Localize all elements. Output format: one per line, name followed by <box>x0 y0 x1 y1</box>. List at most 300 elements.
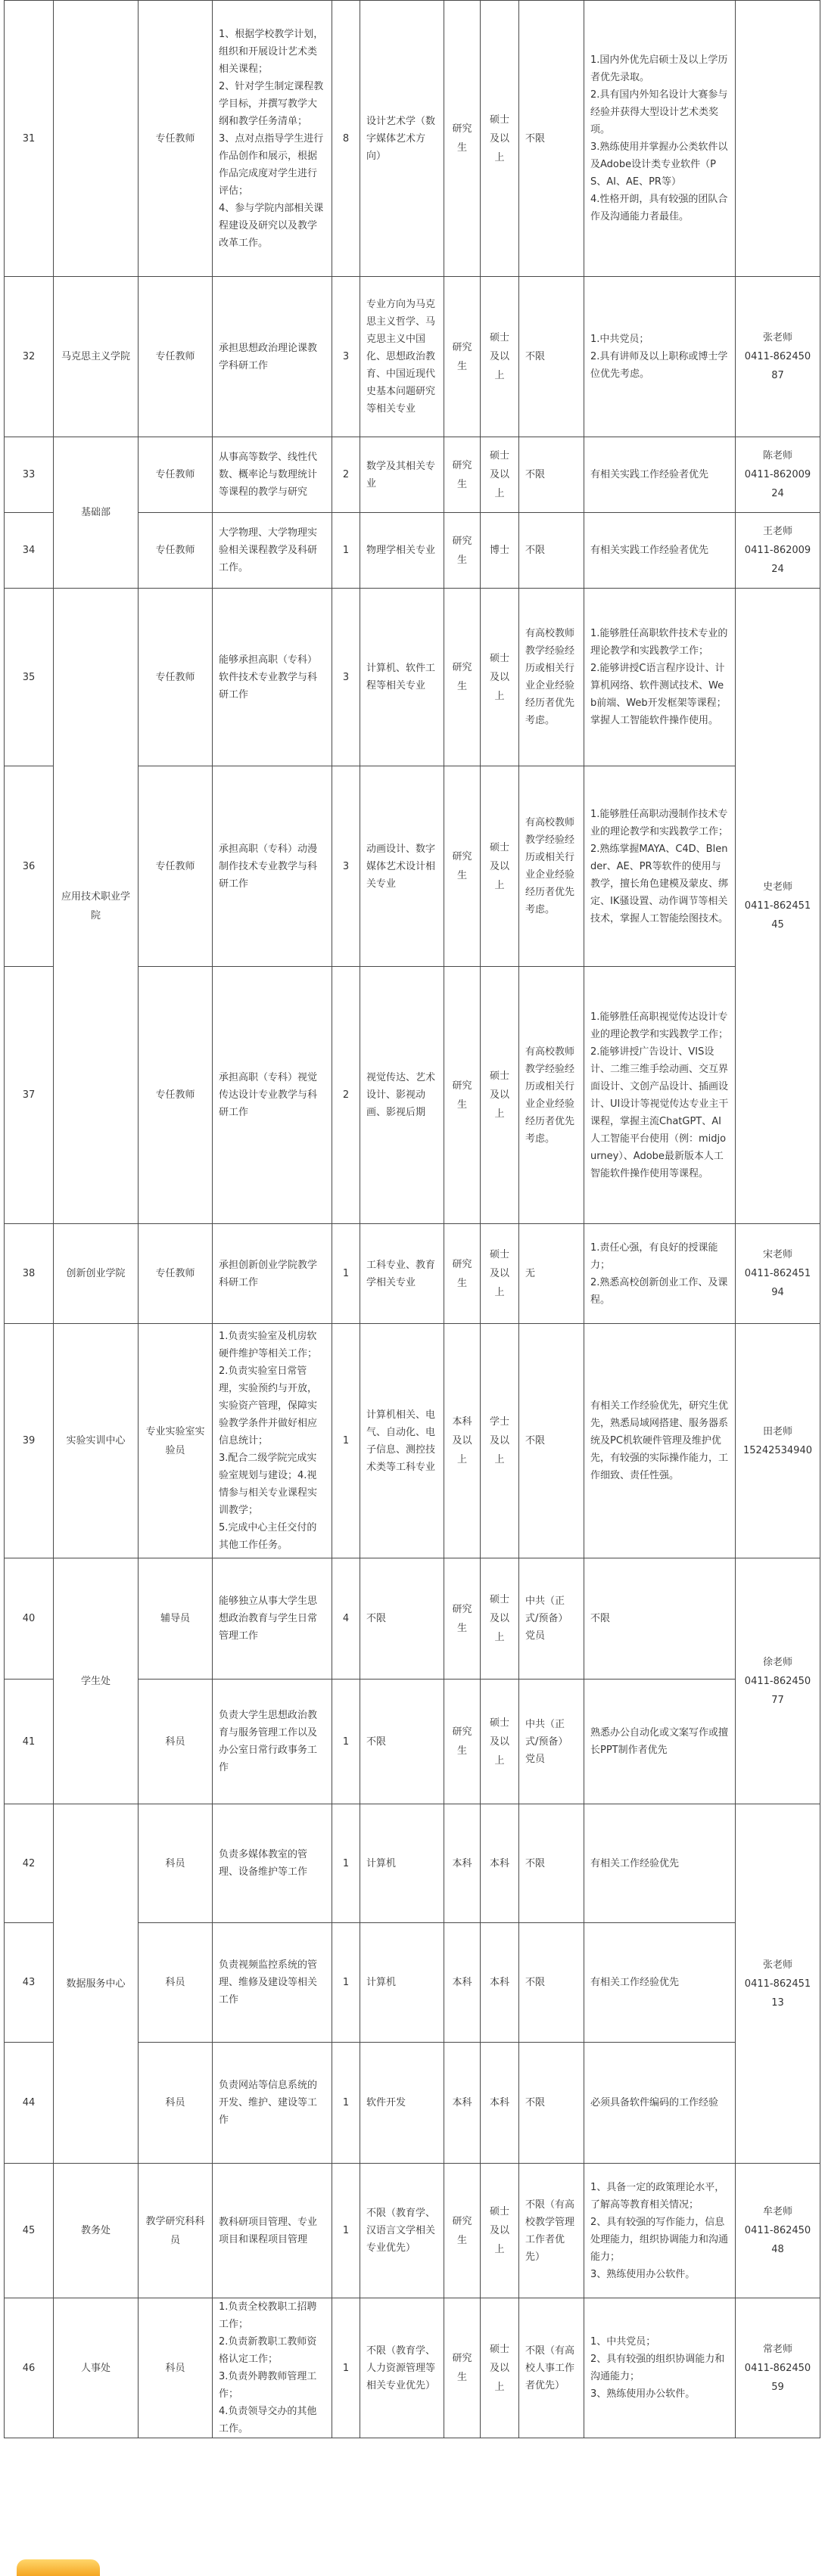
politics-cell <box>519 1224 584 1324</box>
serial-number-cell <box>5 1558 54 1680</box>
post-cell <box>139 589 213 766</box>
education-text: 研究生 <box>452 535 472 566</box>
count-cell <box>332 967 360 1224</box>
major-text: 软件开发 <box>366 2097 406 2108</box>
count-cell <box>332 437 360 513</box>
contact-line: 0411-86245145 <box>744 900 811 931</box>
major-cell <box>360 1324 444 1558</box>
degree-cell <box>481 1923 519 2043</box>
politics-text: 无 <box>525 1268 536 1279</box>
post-name: 科员 <box>165 1857 185 1869</box>
hire-count: 2 <box>342 1089 350 1101</box>
serial-number-cell <box>5 513 54 589</box>
duty-cell <box>213 1324 332 1558</box>
duty-line: 1.负责全校教职工招聘工作； <box>219 2301 317 2330</box>
contact-cell <box>736 513 820 589</box>
contact-line: 常老师 <box>762 2343 792 2355</box>
count-cell <box>332 2043 360 2164</box>
count-cell <box>332 1558 360 1680</box>
major-text: 专业方向为马克思主义哲学、马克思主义中国化、思想政治教育、中国近现代史基本问题研究等相关专业 <box>366 299 436 415</box>
other-requirements-cell <box>584 2043 736 2164</box>
politics-cell <box>519 1558 584 1680</box>
politics-text: 有高校教师教学经验经历或相关行业企业经验经历者优先考虑。 <box>525 817 575 915</box>
education-cell <box>444 1224 481 1324</box>
other-requirements-cell <box>584 277 736 437</box>
politics-cell <box>519 589 584 766</box>
hire-count: 3 <box>342 860 350 872</box>
education-text: 本科 <box>452 1977 472 1988</box>
hire-count: 1 <box>342 2225 350 2236</box>
other-requirements-cell <box>584 513 736 589</box>
degree-text: 本科 <box>489 2097 509 2108</box>
post-name: 科员 <box>165 2362 185 2374</box>
table-row <box>5 1804 820 1923</box>
requirement-line: 2.具有讲师及以上职称或博士学位优先考虑。 <box>590 351 728 380</box>
table-row <box>5 2164 820 2298</box>
duty-line: 大学物理、大学物理实验相关课程教学及科研工作。 <box>219 527 318 573</box>
contact-line: 0411-86245048 <box>744 2225 811 2255</box>
department-cell <box>54 437 139 589</box>
degree-cell <box>481 277 519 437</box>
degree-cell <box>481 2298 519 2438</box>
other-requirements-cell <box>584 589 736 766</box>
requirement-line: 1.能够胜任高职视觉传达设计专业的理论教学和实践教学工作； <box>590 1011 729 1040</box>
other-requirements-cell <box>584 1923 736 2043</box>
post-name: 专任教师 <box>155 860 195 872</box>
post-name: 专任教师 <box>155 351 195 362</box>
major-cell <box>360 513 444 589</box>
education-text: 研究生 <box>452 2215 472 2246</box>
requirement-line: 1、中共党员； <box>590 2336 656 2348</box>
politics-text: 不限 <box>525 1435 546 1446</box>
duty-line: 1.负责实验室及机房软硬件维护等相关工作； <box>219 1331 318 1359</box>
education-text: 本科 <box>452 1857 472 1869</box>
department-name: 数据服务中心 <box>66 1978 126 1990</box>
politics-cell <box>519 1324 584 1558</box>
department-name: 基础部 <box>80 507 111 518</box>
contact-cell <box>736 1 820 277</box>
degree-text: 硕士及以上 <box>489 2206 509 2255</box>
contact-cell <box>736 277 820 437</box>
education-cell <box>444 1804 481 1923</box>
post-name: 教学研究科科员 <box>145 2215 205 2246</box>
politics-text: 有高校教师教学经验经历或相关行业企业经验经历者优先考虑。 <box>525 628 575 726</box>
serial-number-cell <box>5 766 54 967</box>
department-cell <box>54 1558 139 1804</box>
hire-count: 4 <box>342 1613 350 1624</box>
count-cell <box>332 513 360 589</box>
degree-cell <box>481 437 519 513</box>
major-text: 计算机 <box>366 1857 397 1869</box>
requirement-line: 3、熟练使用办公软件。 <box>590 2268 696 2280</box>
requirement-line: 有相关工作经验优先 <box>590 1977 680 1988</box>
requirement-line: 1.国内外优先启硕士及以上学历者优先录取。 <box>590 54 728 83</box>
requirement-line: 2、具有较强的组织协调能力和沟通能力； <box>590 2354 725 2382</box>
contact-cell <box>736 2298 820 2438</box>
serial-number: 39 <box>22 1435 36 1446</box>
requirement-line: 有相关工作经验优先 <box>590 1857 680 1869</box>
politics-cell <box>519 766 584 967</box>
contact-line: 0411-86245194 <box>744 1268 811 1298</box>
education-text: 研究生 <box>452 1726 472 1757</box>
politics-cell <box>519 1680 584 1804</box>
department-name: 教务处 <box>80 2225 111 2236</box>
serial-number: 33 <box>22 469 36 480</box>
post-cell <box>139 513 213 589</box>
serial-number-cell <box>5 1804 54 1923</box>
education-text: 研究生 <box>452 2353 472 2383</box>
count-cell <box>332 1324 360 1558</box>
duty-line: 能够承担高职（专科）软件技术专业教学与科研工作 <box>219 654 318 701</box>
other-requirements-cell <box>584 1804 736 1923</box>
post-cell <box>139 1804 213 1923</box>
duty-cell <box>213 766 332 967</box>
table-row <box>5 1558 820 1680</box>
serial-number: 34 <box>22 545 36 556</box>
contact-line: 0411-86200924 <box>744 545 811 575</box>
post-cell <box>139 1923 213 2043</box>
table-row <box>5 589 820 766</box>
education-text: 研究生 <box>452 123 472 154</box>
requirement-line: 1.能够胜任高职动漫制作技术专业的理论教学和实践教学工作； <box>590 808 729 837</box>
contact-cell <box>736 1558 820 1804</box>
serial-number-cell <box>5 967 54 1224</box>
contact-line: 史老师 <box>762 881 792 893</box>
major-cell <box>360 766 444 967</box>
serial-number-cell <box>5 589 54 766</box>
department-name: 学生处 <box>80 1675 111 1687</box>
serial-number: 44 <box>22 2097 36 2108</box>
major-text: 视觉传达、艺术设计、影视动画、影视后期 <box>366 1072 436 1118</box>
department-cell <box>54 277 139 437</box>
duty-line: 教科研项目管理、专业项目和课程项目管理 <box>219 2216 318 2245</box>
degree-text: 硕士及以上 <box>489 2343 509 2393</box>
department-cell <box>54 1 139 277</box>
major-cell <box>360 589 444 766</box>
requirement-line: 熟悉办公自动化或文案写作或擅长PPT制作者优先 <box>590 1727 729 1756</box>
serial-number: 43 <box>22 1977 36 1988</box>
other-requirements-cell <box>584 766 736 967</box>
post-name: 专任教师 <box>155 671 195 683</box>
department-name: 马克思主义学院 <box>61 351 130 362</box>
contact-line: 牟老师 <box>762 2206 792 2217</box>
major-text: 数学及其相关专业 <box>366 460 436 489</box>
serial-number-cell <box>5 1324 54 1558</box>
department-cell <box>54 1804 139 2164</box>
hire-count: 3 <box>342 351 350 362</box>
degree-cell <box>481 1680 519 1804</box>
count-cell <box>332 2298 360 2438</box>
education-cell <box>444 589 481 766</box>
degree-text: 本科 <box>489 1977 509 1988</box>
contact-line: 0411-86245113 <box>744 1978 811 2009</box>
education-cell <box>444 277 481 437</box>
politics-text: 中共（正式/预备）党员 <box>525 1718 568 1765</box>
duty-cell <box>213 967 332 1224</box>
education-cell <box>444 1324 481 1558</box>
politics-text: 不限（有高校教学管理工作者优先） <box>525 2198 575 2263</box>
politics-text: 不限 <box>525 2097 546 2108</box>
education-text: 本科 <box>452 2097 472 2108</box>
major-cell <box>360 2164 444 2298</box>
education-cell <box>444 437 481 513</box>
duty-line: 3、点对点指导学生进行作品创作和展示，根据作品完成度对学生进行评估； <box>219 132 324 197</box>
contact-line: 15242534940 <box>743 1444 812 1456</box>
major-text: 动画设计、数字媒体艺术设计相关专业 <box>366 843 436 890</box>
degree-cell <box>481 766 519 967</box>
hire-count: 1 <box>342 545 350 556</box>
degree-text: 硕士及以上 <box>489 652 509 702</box>
politics-cell <box>519 277 584 437</box>
requirement-line: 1.责任心强，有良好的授课能力； <box>590 1241 718 1271</box>
politics-text: 中共（正式/预备）党员 <box>525 1596 568 1642</box>
major-cell <box>360 1923 444 2043</box>
duty-line: 3.负责外聘教师管理工作； <box>219 2371 317 2400</box>
serial-number: 38 <box>22 1268 36 1279</box>
duty-line: 2.负责实验室日常管理，实验预约与开放，实验资产管理，保障实验教学条件并做好相应信息统计； <box>219 1366 318 1446</box>
count-cell <box>332 589 360 766</box>
other-requirements-cell <box>584 1324 736 1558</box>
duty-line: 从事高等数学、线性代数、概率论与数理统计等课程的教学与研究 <box>219 452 318 498</box>
table-row <box>5 1 820 277</box>
duty-line: 1、根据学校教学计划，组织和开展设计艺术类相关课程； <box>219 28 324 75</box>
post-cell <box>139 437 213 513</box>
serial-number: 41 <box>22 1735 36 1748</box>
count-cell <box>332 1923 360 2043</box>
post-name: 科员 <box>165 1977 185 1988</box>
degree-cell <box>481 2043 519 2164</box>
degree-text: 硕士及以上 <box>489 1594 509 1643</box>
contact-line: 陈老师 <box>762 450 792 461</box>
requirement-line: 2.能够讲授广告设计、VIS设计、二维三维手绘动画、交互界面设计、文创产品设计、插画设计、UI设计等视觉传达专业主干课程，掌握主流ChatGPT、AI人工智能平台使用（例：midjourney）、Adobe最新版本人工智能软件操作使用等课程。 <box>590 1046 729 1179</box>
major-text: 计算机 <box>366 1977 397 1988</box>
education-text: 研究生 <box>452 1603 472 1634</box>
duty-cell <box>213 277 332 437</box>
hire-count: 1 <box>342 2097 350 2108</box>
major-cell <box>360 437 444 513</box>
degree-text: 硕士及以上 <box>489 1070 509 1120</box>
other-requirements-cell <box>584 1224 736 1324</box>
post-name: 专任教师 <box>155 469 195 480</box>
politics-cell <box>519 2164 584 2298</box>
hire-count: 3 <box>342 671 350 683</box>
degree-cell <box>481 2164 519 2298</box>
duty-line: 负责大学生思想政治教育与服务管理工作以及办公室日常行政事务工作 <box>219 1710 318 1773</box>
degree-cell <box>481 1558 519 1680</box>
education-text: 研究生 <box>452 1080 472 1111</box>
serial-number: 36 <box>22 860 36 872</box>
education-text: 研究生 <box>452 341 472 372</box>
post-name: 专业实验室实验员 <box>145 1425 205 1456</box>
requirement-line: 有相关工作经验优先，研究生优先，熟悉局域网搭建、服务器系统及PC机软硬件管理及维护优先，有较强的实际操作能力，工作细致、责任性强。 <box>590 1400 729 1481</box>
post-cell <box>139 1 213 277</box>
count-cell <box>332 277 360 437</box>
duty-cell <box>213 589 332 766</box>
hire-count: 1 <box>342 2362 350 2374</box>
hire-count: 1 <box>342 1977 350 1988</box>
education-cell <box>444 513 481 589</box>
major-cell <box>360 2298 444 2438</box>
post-name: 辅导员 <box>160 1613 190 1624</box>
hire-count: 1 <box>342 1435 350 1446</box>
major-cell <box>360 277 444 437</box>
post-cell <box>139 277 213 437</box>
degree-text: 硕士及以上 <box>489 1249 509 1298</box>
politics-cell <box>519 513 584 589</box>
duty-cell <box>213 2164 332 2298</box>
count-cell <box>332 766 360 967</box>
department-name: 实验实训中心 <box>66 1435 126 1446</box>
duty-cell <box>213 2043 332 2164</box>
serial-number-cell <box>5 437 54 513</box>
count-cell <box>332 1 360 277</box>
count-cell <box>332 1224 360 1324</box>
requirement-line: 3、熟练使用办公软件。 <box>590 2388 696 2400</box>
contact-line: 王老师 <box>762 526 792 537</box>
department-cell <box>54 589 139 1224</box>
requirement-line: 不限 <box>590 1613 611 1624</box>
politics-cell <box>519 1 584 277</box>
post-cell <box>139 1680 213 1804</box>
serial-number: 31 <box>22 132 36 144</box>
contact-line: 宋老师 <box>762 1249 792 1260</box>
education-cell <box>444 1680 481 1804</box>
serial-number-cell <box>5 277 54 437</box>
contact-line: 0411-86245077 <box>744 1675 811 1706</box>
serial-number: 37 <box>22 1089 36 1101</box>
duty-line: 负责视频监控系统的管理、维修及建设等相关工作 <box>219 1959 318 2006</box>
politics-cell <box>519 2298 584 2438</box>
major-text: 不限 <box>366 1613 387 1624</box>
major-text: 计算机相关、电气、自动化、电子信息、测控技术类等工科专业 <box>366 1409 436 1473</box>
department-cell <box>54 2298 139 2438</box>
contact-line: 0411-86245087 <box>744 351 811 381</box>
duty-cell <box>213 2298 332 2438</box>
duty-line: 5.完成中心主任交付的其他工作任务。 <box>219 1522 317 1551</box>
department-name: 应用技术职业学院 <box>61 890 130 921</box>
major-text: 不限 <box>366 1735 387 1748</box>
education-cell <box>444 2298 481 2438</box>
count-cell <box>332 1680 360 1804</box>
table-row <box>5 1324 820 1558</box>
major-text: 设计艺术学（数字媒体艺术方向） <box>366 115 436 162</box>
contact-line: 田老师 <box>762 1425 792 1437</box>
major-text: 不限（教育学、人力资源管理等相关专业优先） <box>366 2345 436 2391</box>
contact-line: 张老师 <box>762 332 792 343</box>
footer-tab <box>17 2559 100 2576</box>
hire-count: 1 <box>342 1857 350 1869</box>
requirement-line: 必须具备软件编码的工作经验 <box>590 2097 719 2108</box>
politics-text: 不限（有高校人事工作者优先） <box>525 2345 575 2391</box>
politics-cell <box>519 1804 584 1923</box>
serial-number-cell <box>5 2164 54 2298</box>
requirement-line: 1、具备一定的政策理论水平，了解高等教育相关情况； <box>590 2181 725 2211</box>
education-cell <box>444 1558 481 1680</box>
department-name: 人事处 <box>80 2362 111 2374</box>
education-text: 研究生 <box>452 851 472 881</box>
politics-text: 有高校教师教学经验经历或相关行业企业经验经历者优先考虑。 <box>525 1046 575 1145</box>
serial-number-cell <box>5 1680 54 1804</box>
duty-cell <box>213 1224 332 1324</box>
department-cell <box>54 1324 139 1558</box>
education-text: 本科及以上 <box>452 1416 472 1465</box>
requirement-line: 4.性格开朗，具有较强的团队合作及沟通能力者最佳。 <box>590 194 728 222</box>
duty-line: 2.负责新教职工教师资格认定工作； <box>219 2336 317 2365</box>
degree-text: 硕士及以上 <box>489 332 509 381</box>
department-name: 创新创业学院 <box>66 1268 126 1279</box>
other-requirements-cell <box>584 1558 736 1680</box>
serial-number-cell <box>5 1224 54 1324</box>
post-cell <box>139 2298 213 2438</box>
hire-count: 1 <box>342 1735 350 1748</box>
requirement-line: 2、具有较强的写作能力，信息处理能力，组织协调能力和沟通能力； <box>590 2216 729 2263</box>
degree-cell <box>481 1804 519 1923</box>
politics-cell <box>519 967 584 1224</box>
post-cell <box>139 766 213 967</box>
politics-text: 不限 <box>525 1857 546 1869</box>
degree-text: 硕士及以上 <box>489 1717 509 1767</box>
major-cell <box>360 1680 444 1804</box>
contact-line: 徐老师 <box>762 1656 792 1668</box>
requirement-line: 1.能够胜任高职软件技术专业的理论教学和实践教学工作； <box>590 628 728 657</box>
count-cell <box>332 2164 360 2298</box>
duty-line: 承担高职（专科）视觉传达设计专业教学与科研工作 <box>219 1072 318 1118</box>
duty-line: 4、参与学院内部相关课程建设及研究以及教学改革工作。 <box>219 202 324 249</box>
degree-text: 本科 <box>489 1857 509 1869</box>
major-text: 计算机、软件工程等相关专业 <box>366 663 436 691</box>
other-requirements-cell <box>584 2298 736 2438</box>
contact-line: 张老师 <box>762 1959 792 1971</box>
duty-line: 承担创新创业学院教学科研工作 <box>219 1259 318 1288</box>
requirement-line: 2.熟悉高校创新创业工作、及课程。 <box>590 1276 728 1306</box>
degree-cell <box>481 1 519 277</box>
duty-cell <box>213 1804 332 1923</box>
post-name: 专任教师 <box>155 545 195 556</box>
major-cell <box>360 1 444 277</box>
post-cell <box>139 2164 213 2298</box>
post-name: 专任教师 <box>155 1268 195 1279</box>
politics-text: 不限 <box>525 351 546 362</box>
major-cell <box>360 1804 444 1923</box>
other-requirements-cell <box>584 437 736 513</box>
education-cell <box>444 967 481 1224</box>
serial-number: 32 <box>22 351 36 362</box>
contact-cell <box>736 1804 820 2164</box>
department-cell <box>54 2164 139 2298</box>
major-cell <box>360 967 444 1224</box>
duty-cell <box>213 437 332 513</box>
contact-line: 0411-86200924 <box>744 469 811 499</box>
requirement-line: 1.中共党员； <box>590 334 649 345</box>
education-cell <box>444 1 481 277</box>
education-text: 研究生 <box>452 1258 472 1289</box>
hire-count: 1 <box>342 1268 350 1279</box>
contact-line: 0411-86245059 <box>744 2362 811 2393</box>
hire-count: 8 <box>342 132 350 144</box>
serial-number: 45 <box>22 2225 36 2236</box>
serial-number-cell <box>5 1 54 277</box>
other-requirements-cell <box>584 1680 736 1804</box>
degree-cell <box>481 1224 519 1324</box>
post-cell <box>139 1324 213 1558</box>
post-name: 科员 <box>165 2097 185 2108</box>
requirement-line: 2.熟练掌握MAYA、C4D、Blender、AE、PR等软件的使用与教学，擅长角色建模及蒙皮、绑定、IK骚设置、动作调节等相关技术，掌握人工智能绘图技术。 <box>590 843 729 924</box>
requirement-line: 2.能够讲授C语言程序设计、计算机网络、软件测试技术、Web前端、Web开发框架等课程；掌握人工智能软件操作使用。 <box>590 663 727 726</box>
politics-cell <box>519 1923 584 2043</box>
requirement-line: 有相关实践工作经验者优先 <box>590 545 709 556</box>
other-requirements-cell <box>584 1 736 277</box>
major-cell <box>360 1224 444 1324</box>
